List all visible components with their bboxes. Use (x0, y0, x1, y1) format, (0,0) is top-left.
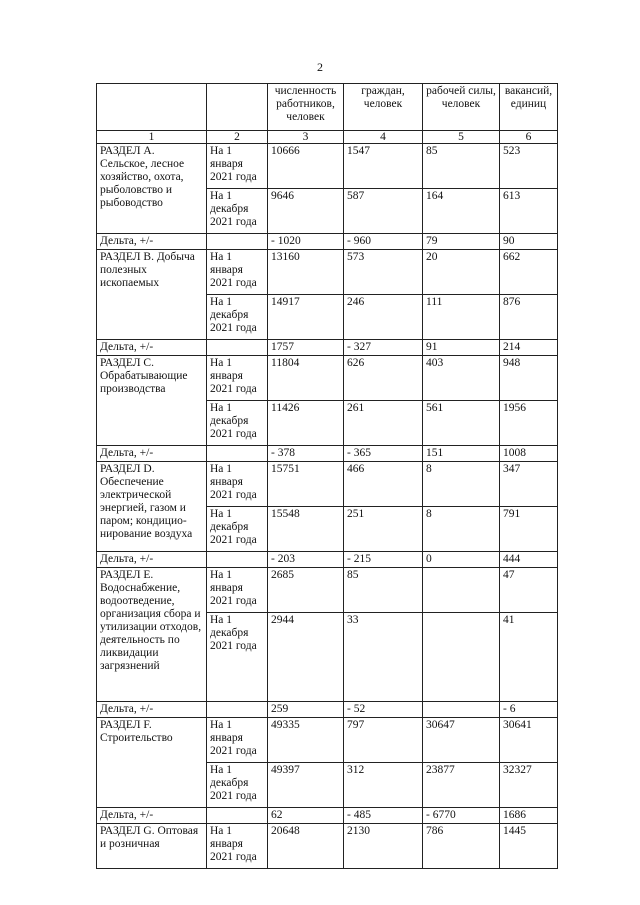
period-cell: На 1 января 2021 года (207, 356, 268, 401)
table-row (97, 824, 558, 869)
table-row (97, 568, 558, 613)
header-cell: численность работников, человек (268, 84, 344, 131)
value-cell: 403 (423, 356, 500, 401)
value-cell: 10666 (268, 144, 344, 189)
value-cell: 662 (500, 250, 558, 295)
period-cell: На 1 декабря 2021 года (207, 507, 268, 552)
value-cell: 9646 (268, 189, 344, 234)
value-cell: 251 (344, 507, 423, 552)
period-cell: На 1 декабря 2021 года (207, 295, 268, 340)
delta-label: Дельта, +/- (97, 808, 207, 824)
delta-value: - 960 (344, 234, 423, 250)
value-cell: 466 (344, 462, 423, 507)
value-cell: 32327 (500, 763, 558, 808)
page-number: 2 (317, 60, 323, 74)
table-row (97, 718, 558, 763)
value-cell: 164 (423, 189, 500, 234)
section-name: РАЗДЕЛ Е. Водоснабжение, водоотведение, организация сбора и утилизации отходов, деятельность по ликвидации загрязнений (97, 568, 207, 702)
value-cell: 626 (344, 356, 423, 401)
value-cell: 523 (500, 144, 558, 189)
period-cell: На 1 января 2021 года (207, 568, 268, 613)
period-cell: На 1 января 2021 года (207, 824, 268, 869)
section-name: РАЗДЕЛ А. Сельское, лесное хозяйство, охота, рыболовство и рыбоводство (97, 144, 207, 234)
value-cell: 47 (500, 568, 558, 613)
column-number: 2 (207, 131, 268, 144)
delta-row (97, 234, 558, 250)
value-cell: 312 (344, 763, 423, 808)
value-cell: 30647 (423, 718, 500, 763)
section-name: РАЗДЕЛ С. Обрабатывающие производства (97, 356, 207, 446)
value-cell: 85 (423, 144, 500, 189)
delta-value: 1686 (500, 808, 558, 824)
value-cell: 49397 (268, 763, 344, 808)
delta-value: - 365 (344, 446, 423, 462)
period-cell: На 1 декабря 2021 года (207, 401, 268, 446)
column-number: 6 (500, 131, 558, 144)
value-cell: 41 (500, 613, 558, 702)
value-cell: 246 (344, 295, 423, 340)
column-number: 4 (344, 131, 423, 144)
header-cell: рабочей силы, человек (423, 84, 500, 131)
value-cell: 613 (500, 189, 558, 234)
empty-cell (207, 702, 268, 718)
employment-table (96, 83, 558, 869)
period-cell: На 1 января 2021 года (207, 250, 268, 295)
delta-label: Дельта, +/- (97, 340, 207, 356)
delta-value: - 52 (344, 702, 423, 718)
empty-cell (207, 808, 268, 824)
value-cell: 30641 (500, 718, 558, 763)
delta-value: 444 (500, 552, 558, 568)
delta-value: - 6 (500, 702, 558, 718)
delta-value: 151 (423, 446, 500, 462)
value-cell: 11426 (268, 401, 344, 446)
period-cell: На 1 января 2021 года (207, 144, 268, 189)
value-cell (423, 613, 500, 702)
delta-value: - 1020 (268, 234, 344, 250)
value-cell: 85 (344, 568, 423, 613)
delta-row (97, 340, 558, 356)
delta-value: - 485 (344, 808, 423, 824)
delta-value: 214 (500, 340, 558, 356)
column-number: 5 (423, 131, 500, 144)
delta-value: - 6770 (423, 808, 500, 824)
delta-label: Дельта, +/- (97, 702, 207, 718)
value-cell: 2130 (344, 824, 423, 869)
delta-value: - 215 (344, 552, 423, 568)
value-cell: 111 (423, 295, 500, 340)
value-cell: 1956 (500, 401, 558, 446)
delta-row (97, 552, 558, 568)
value-cell: 797 (344, 718, 423, 763)
delta-value: 79 (423, 234, 500, 250)
table-row (97, 144, 558, 189)
table-row (97, 250, 558, 295)
value-cell: 261 (344, 401, 423, 446)
value-cell: 15548 (268, 507, 344, 552)
header-cell: вакансий, единиц (500, 84, 558, 131)
value-cell: 791 (500, 507, 558, 552)
column-number: 1 (97, 131, 207, 144)
value-cell: 561 (423, 401, 500, 446)
delta-value: - 378 (268, 446, 344, 462)
period-cell: На 1 декабря 2021 года (207, 763, 268, 808)
column-number: 3 (268, 131, 344, 144)
value-cell: 23877 (423, 763, 500, 808)
value-cell: 1547 (344, 144, 423, 189)
value-cell: 8 (423, 462, 500, 507)
delta-value: - 327 (344, 340, 423, 356)
empty-cell (207, 340, 268, 356)
value-cell: 587 (344, 189, 423, 234)
value-cell: 14917 (268, 295, 344, 340)
value-cell: 49335 (268, 718, 344, 763)
delta-value: 259 (268, 702, 344, 718)
value-cell: 1445 (500, 824, 558, 869)
delta-label: Дельта, +/- (97, 552, 207, 568)
period-cell: На 1 января 2021 года (207, 462, 268, 507)
period-cell: На 1 января 2021 года (207, 718, 268, 763)
delta-row (97, 808, 558, 824)
delta-value: 91 (423, 340, 500, 356)
value-cell: 786 (423, 824, 500, 869)
delta-value: 62 (268, 808, 344, 824)
delta-row (97, 446, 558, 462)
value-cell: 33 (344, 613, 423, 702)
value-cell: 11804 (268, 356, 344, 401)
value-cell: 876 (500, 295, 558, 340)
period-cell: На 1 декабря 2021 года (207, 189, 268, 234)
column-number-row (97, 131, 558, 144)
value-cell: 15751 (268, 462, 344, 507)
delta-value (423, 702, 500, 718)
header-cell: граждан, человек (344, 84, 423, 131)
empty-cell (207, 234, 268, 250)
delta-value: 1008 (500, 446, 558, 462)
value-cell: 20 (423, 250, 500, 295)
delta-value: 1757 (268, 340, 344, 356)
table-row (97, 356, 558, 401)
value-cell: 8 (423, 507, 500, 552)
value-cell: 2944 (268, 613, 344, 702)
delta-value: 90 (500, 234, 558, 250)
value-cell: 948 (500, 356, 558, 401)
delta-value: 0 (423, 552, 500, 568)
delta-value: - 203 (268, 552, 344, 568)
section-name: РАЗДЕЛ G. Оптовая и розничная (97, 824, 207, 869)
value-cell: 347 (500, 462, 558, 507)
empty-cell (207, 446, 268, 462)
header-cell (97, 84, 207, 131)
delta-row (97, 702, 558, 718)
period-cell: На 1 декабря 2021 года (207, 613, 268, 702)
value-cell: 13160 (268, 250, 344, 295)
table-row (97, 462, 558, 507)
empty-cell (207, 552, 268, 568)
section-name: РАЗДЕЛ D. Обеспечение электрической энергией, газом и паром; кондицио-нирование воздуха (97, 462, 207, 552)
value-cell: 573 (344, 250, 423, 295)
value-cell: 20648 (268, 824, 344, 869)
header-row (97, 84, 558, 131)
delta-label: Дельта, +/- (97, 234, 207, 250)
section-name: РАЗДЕЛ В. Добыча полезных ископаемых (97, 250, 207, 340)
header-cell (207, 84, 268, 131)
value-cell (423, 568, 500, 613)
value-cell: 2685 (268, 568, 344, 613)
section-name: РАЗДЕЛ F. Строительство (97, 718, 207, 808)
delta-label: Дельта, +/- (97, 446, 207, 462)
